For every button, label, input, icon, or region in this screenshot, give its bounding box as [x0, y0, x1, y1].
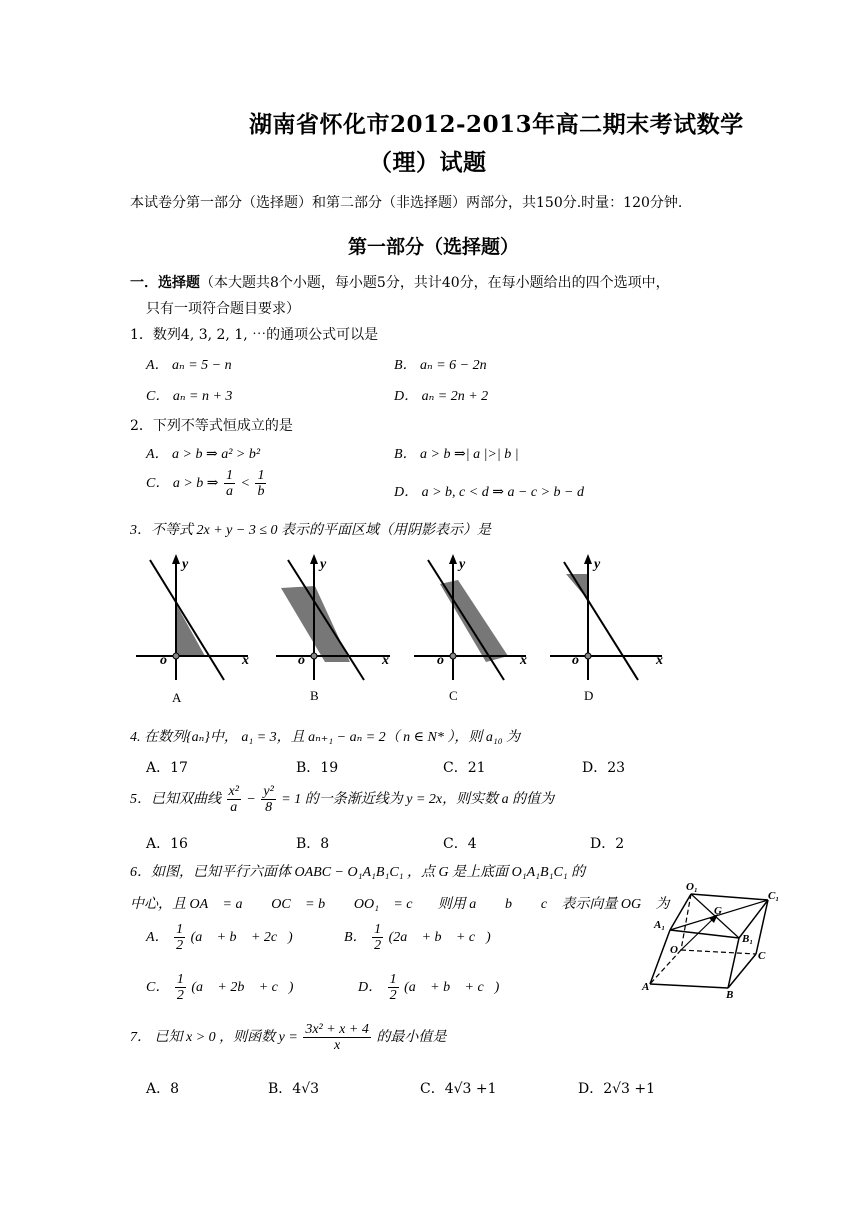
fig-label-o1: O₁	[686, 881, 698, 893]
q1-option-d: D． aₙ = 2n + 2	[394, 389, 489, 404]
graph-d-label: D	[584, 688, 594, 703]
q1-option-c: C． aₙ = n + 3	[146, 389, 233, 404]
q6-c-expr: (a⃗ + 2b⃗ + c⃗)	[191, 980, 294, 996]
graph-c-y-label: y	[459, 557, 466, 572]
q5-frac1	[227, 784, 241, 816]
q2-option-a: A． a > b ⇒ a² > b²	[146, 447, 261, 462]
title-line1: 湖南省怀化市2012-2013年高二期末考试数学	[249, 111, 744, 138]
graph-d-origin: o	[572, 653, 579, 668]
q4-option-c: C．21	[443, 760, 486, 776]
q2-option-c	[146, 468, 268, 500]
q2-c-frac2-den: b	[257, 484, 265, 500]
q6-a-expr: (a⃗ + b⃗ + 2c⃗)	[190, 930, 293, 946]
graph-b-y-label: y	[320, 557, 327, 572]
graph-c-shade	[440, 580, 508, 662]
fig-label-g: G	[714, 905, 722, 917]
q1-option-a: A． aₙ = 5 − n	[146, 358, 232, 373]
graph-b-shade	[281, 586, 350, 662]
q6-b-half-num: 1	[374, 922, 382, 937]
q6-a-half-num: 1	[176, 922, 184, 937]
q5-minus: −	[246, 792, 256, 808]
q4-option-d: D．23	[582, 760, 626, 776]
q6-c-label: C．	[146, 980, 170, 996]
section-header	[130, 272, 670, 292]
q3-graphs	[128, 550, 688, 710]
q2-c-frac1-num: 1	[226, 468, 234, 483]
q2-option-b: B． a > b ⇒| a |>| b |	[394, 447, 519, 462]
graph-c-x-label: x	[520, 653, 527, 668]
fig-label-c: C	[758, 950, 766, 962]
q5-frac2-num: y²	[263, 784, 274, 799]
q7-frac	[303, 1022, 371, 1054]
q2-c-lt: <	[240, 476, 250, 492]
fig-label-c1: C₁	[768, 890, 780, 902]
q6-d-half-den: 2	[389, 988, 397, 1004]
q3-stem: 3．不等式 2x + y − 3 ≤ 0 表示的平面区域（用阴影表示）是	[130, 523, 492, 538]
graph-a-shade	[176, 604, 205, 656]
q6-d-expr: (a⃗ + b⃗ + c⃗)	[404, 980, 500, 996]
q5-option-a: A．16	[146, 836, 188, 852]
q4-option-a: A．17	[146, 760, 188, 776]
section-desc1: （本大题共8个小题，每小题5分，共计40分，在每小题给出的四个选项中，	[200, 275, 670, 291]
graph-a-label: A	[172, 690, 182, 705]
q6-figure	[636, 880, 786, 1002]
q6-option-b	[344, 922, 491, 954]
q6-d-half-num: 1	[389, 972, 397, 987]
graph-a-x-label: x	[242, 653, 249, 668]
q7-frac-den: x	[333, 1038, 341, 1054]
q5-prefix: 5．已知双曲线	[130, 792, 221, 808]
fig-label-a: A	[642, 981, 650, 993]
q5-option-b: B．8	[296, 836, 330, 852]
q1-stem: 1．数列4, 3, 2, 1, ⋯的通项公式可以是	[130, 327, 379, 343]
q2-option-d: D． a > b, c < d ⇒ a − c > b − d	[394, 485, 585, 500]
fig-label-a1: A₁	[654, 919, 666, 931]
q6-a-label: A．	[146, 930, 169, 946]
graph-b	[276, 554, 390, 703]
q2-c-prefix: C． a > b ⇒	[146, 476, 219, 492]
q6-stem2: 中心，且 OA⃗ = a⃗ ， OC⃗ = b⃗ ， OO₁⃗ = c⃗ ，则用 a⃗ ， b⃗ ， c⃗ 表示向量 OG⃗ 为	[130, 897, 670, 912]
q6-a-half-den: 2	[176, 938, 184, 954]
graph-c-label: C	[449, 688, 458, 703]
q5-stem	[130, 784, 554, 816]
q6-d-half	[388, 972, 399, 1004]
q7-prefix: 7． 已知 x > 0 ，则函数 y =	[130, 1030, 298, 1046]
q5-frac2	[261, 784, 275, 816]
q7-option-a: A．8	[146, 1081, 180, 1097]
q7-frac-num: 3x² + x + 4	[305, 1022, 369, 1037]
q5-frac1-num: x²	[228, 784, 239, 799]
graph-c	[414, 554, 527, 703]
q6-option-a	[146, 922, 293, 954]
q1-option-b: B． aₙ = 6 − 2n	[394, 358, 487, 373]
q6-b-label: B．	[344, 930, 367, 946]
fig-label-b: B	[726, 989, 734, 1001]
section-desc2: 只有一项符合题目要求）	[146, 301, 300, 317]
fig-label-b1: B₁	[742, 933, 754, 945]
graph-b-x-label: x	[382, 653, 389, 668]
q7-option-b: B．4√3	[268, 1081, 320, 1097]
section-label: 一．选择题	[130, 275, 200, 291]
q5-frac2-den: 8	[265, 800, 273, 816]
q6-b-expr: (2a⃗ + b⃗ + c⃗)	[388, 930, 491, 946]
q5-frac1-den: a	[230, 800, 238, 816]
q7-option-d: D．2√3 +1	[578, 1081, 656, 1097]
q2-c-frac1-den: a	[226, 484, 234, 500]
intro-text: 本试卷分第一部分（选择题）和第二部分（非选择题）两部分，共150分.时量：120分钟.	[130, 195, 683, 211]
title-line2: （理）试题	[369, 149, 487, 176]
graph-b-origin: o	[298, 653, 305, 668]
q6-stem1: 6．如图，已知平行六面体 OABC − O₁A₁B₁C₁ ，点 G 是上底面 O₁A₁B₁C₁ 的	[130, 865, 586, 880]
q4-option-b: B．19	[296, 760, 339, 776]
q6-option-c	[146, 972, 293, 1004]
q6-a-half	[174, 922, 185, 954]
graph-d	[550, 554, 663, 703]
q6-b-half-den: 2	[374, 938, 382, 954]
graph-c-origin: o	[437, 653, 444, 668]
q7-option-c: C．4√3 +1	[420, 1081, 497, 1097]
q6-d-label: D．	[358, 980, 383, 996]
q2-c-frac2-num: 1	[257, 468, 265, 483]
graph-a	[136, 554, 249, 705]
graph-d-y-label: y	[594, 557, 601, 572]
q6-c-half-num: 1	[176, 972, 184, 987]
q2-c-frac1	[224, 468, 235, 500]
q2-stem: 2．下列不等式恒成立的是	[130, 418, 293, 434]
fig-label-o: O	[670, 944, 678, 956]
graph-a-y-label: y	[182, 557, 189, 572]
q2-c-frac2	[255, 468, 266, 500]
q7-suffix: 的最小值是	[376, 1030, 447, 1046]
q5-option-c: C．4	[443, 836, 477, 852]
q5-suffix: = 1 的一条渐近线为 y = 2x，则实数 a 的值为	[281, 792, 555, 808]
q6-option-d	[358, 972, 499, 1004]
q6-c-half	[175, 972, 186, 1004]
graph-d-x-label: x	[656, 653, 663, 668]
q4-stem: 4. 在数列{aₙ}中， a₁ = 3，且 aₙ₊₁ − aₙ = 2（ n ∈ N* ），则 a₁₀ 为	[130, 730, 521, 745]
q7-stem	[130, 1022, 446, 1054]
q5-option-d: D．2	[590, 836, 625, 852]
q6-b-half	[372, 922, 383, 954]
graph-b-label: B	[310, 688, 319, 703]
q6-c-half-den: 2	[176, 988, 184, 1004]
graph-a-origin: o	[160, 653, 167, 668]
part1-heading: 第一部分（选择题）	[348, 236, 520, 258]
